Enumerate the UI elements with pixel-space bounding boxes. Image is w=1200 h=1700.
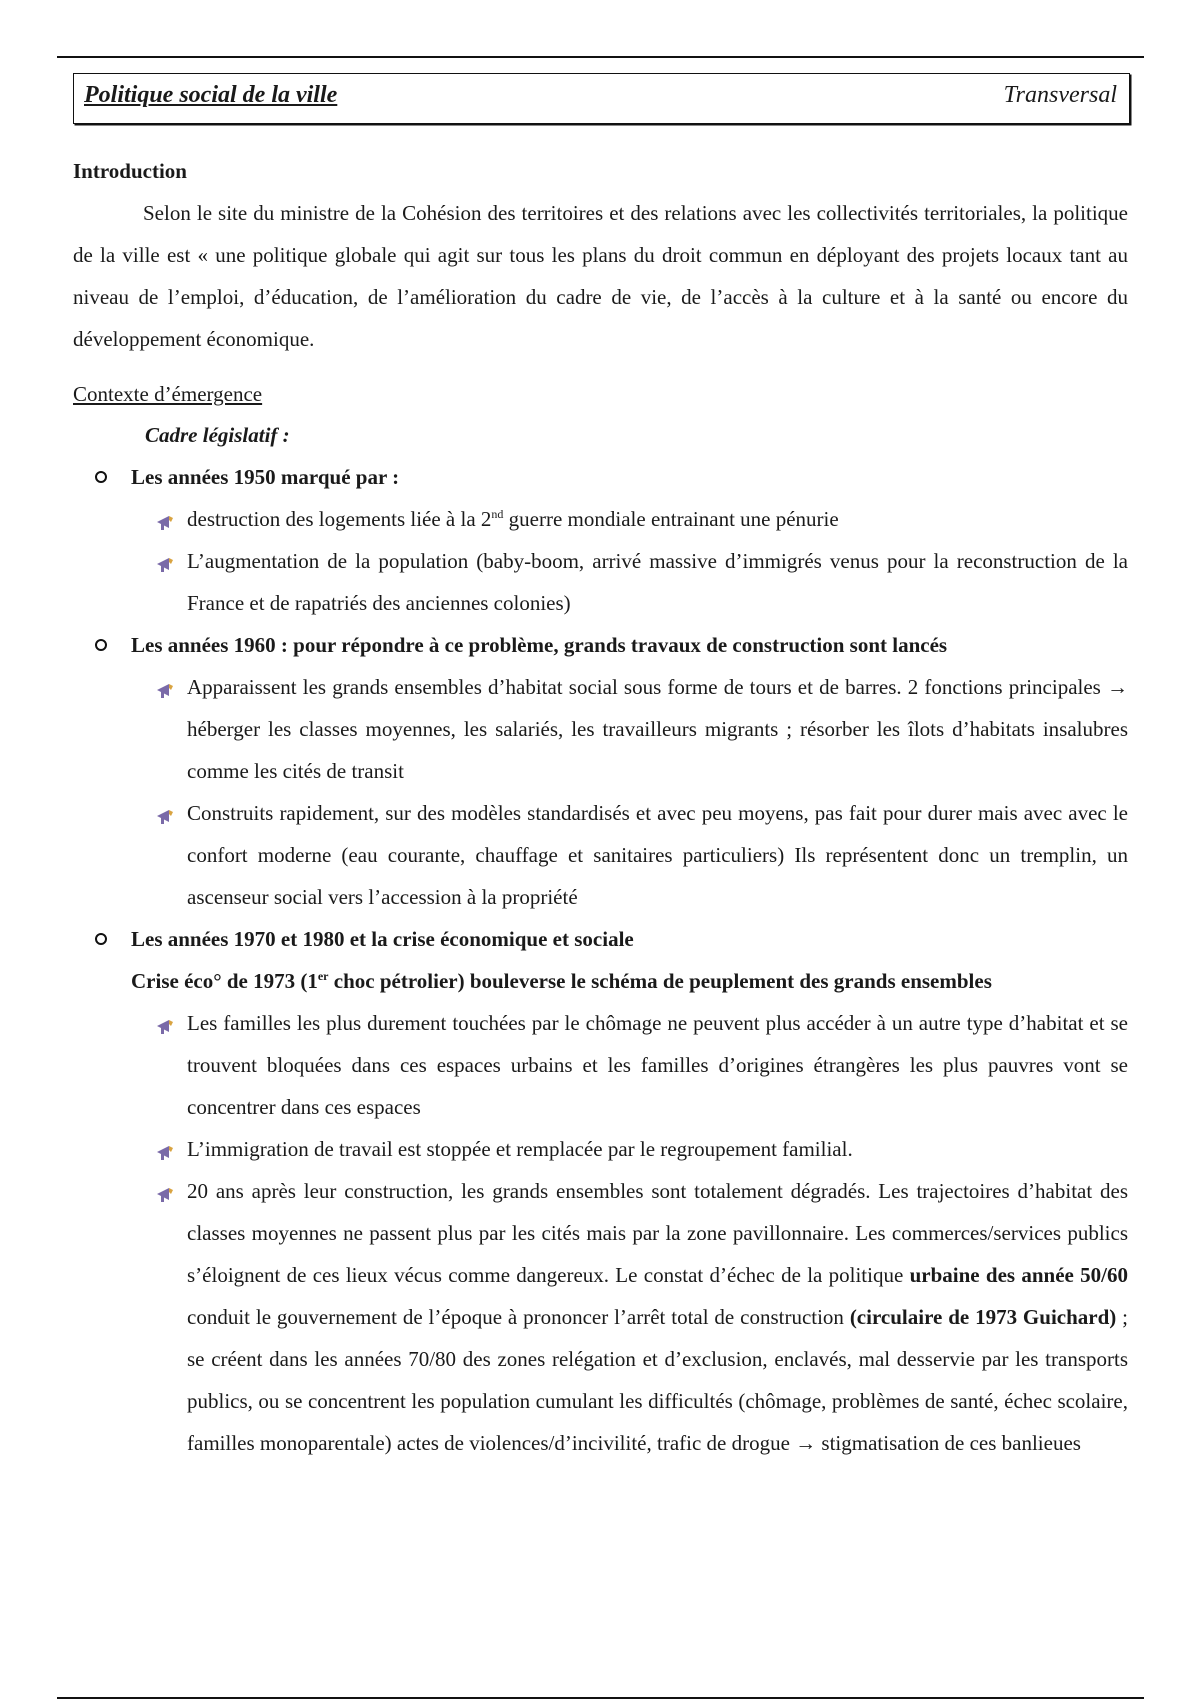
list-item-text: destruction des logements liée à la 2 bbox=[187, 507, 492, 531]
list-item-text: Construits rapidement, sur des modèles standardisés et avec peu moyens, pas fait pour durer mais avec avec le confort moderne (eau courante, chauffage et sanitaires particuliers) Ils représentent donc un tremplin, un ascenseur social vers l’accession à la propriété bbox=[187, 801, 1128, 909]
list-item bbox=[73, 498, 1128, 540]
subheading-text: Crise éco° de 1973 (1 bbox=[131, 969, 318, 993]
category-label: Transversal bbox=[1003, 82, 1117, 108]
context-heading: Contexte d’émergence bbox=[73, 382, 263, 406]
arrow-bullet-icon bbox=[155, 1142, 175, 1162]
list-item bbox=[73, 666, 1128, 792]
emphasis-text: (circulaire de 1973 Guichard) bbox=[849, 1305, 1117, 1329]
circle-bullet-icon bbox=[95, 933, 107, 945]
period-1970 bbox=[73, 918, 1128, 960]
list-item-text: conduit le gouvernement de l’époque à prononcer l’arrêt total de construction bbox=[187, 1305, 850, 1329]
arrow-bullet-icon bbox=[155, 1184, 175, 1204]
document-body bbox=[73, 148, 1128, 1464]
list-item bbox=[73, 1170, 1128, 1464]
arrow-bullet-icon bbox=[155, 554, 175, 574]
list-item-text: 20 ans après leur construction, les grands ensembles sont totalement dégradés. Les trajectoires d’habitat des classes moyennes ne passent plus par les cités mais par la zone pavillonnaire. Les commerces/services publics s’éloignent de ces lieux vécus comme dangereux. Le constat d’échec de la politique bbox=[187, 1179, 1128, 1287]
superscript: er bbox=[317, 969, 329, 983]
list-item bbox=[73, 540, 1128, 624]
top-rule bbox=[57, 56, 1144, 58]
circle-bullet-icon bbox=[95, 471, 107, 483]
legislative-heading: Cadre législatif : bbox=[145, 423, 290, 447]
arrow-bullet-icon bbox=[155, 806, 175, 826]
list-item bbox=[73, 1002, 1128, 1128]
arrow-bullet-icon bbox=[155, 680, 175, 700]
list-item-text: guerre mondiale entrainant une pénurie bbox=[503, 507, 839, 531]
page-title: Politique social de la ville bbox=[84, 82, 338, 108]
right-arrow-icon: → bbox=[1107, 675, 1129, 699]
list-item bbox=[73, 792, 1128, 918]
list-item-text: Les familles les plus durement touchées par le chômage ne peuvent plus accéder à un autre type d’habitat et se trouvent bloquées dans ces espaces urbains et les familles d’origines étrangères les plus pauvres vont se concentrer dans ces espaces bbox=[187, 1011, 1128, 1119]
emphasis-text: urbaine des année 50/60 bbox=[909, 1263, 1128, 1287]
list-item-text: Apparaissent les grands ensembles d’habitat social sous forme de tours et de barres. 2 fonctions principales bbox=[187, 675, 1101, 699]
introduction-paragraph: Selon le site du ministre de la Cohésion des territoires et des relations avec les collectivités territoriales, la politique de la ville est « une politique globale qui agit sur tous les plans du droit commun en déployant des projets locaux tant au niveau de l’emploi, d’éducation, de l’amélioration du cadre de vie, de l’accès à la culture et à la santé ou encore du développement économique. bbox=[73, 201, 1128, 351]
period-1960-title: Les années 1960 : pour répondre à ce problème, grands travaux de construction sont lancés bbox=[131, 633, 948, 657]
period-1950 bbox=[73, 456, 1128, 498]
bottom-rule bbox=[57, 1697, 1144, 1699]
list-item bbox=[73, 1128, 1128, 1170]
crisis-subheading bbox=[73, 960, 1128, 1002]
subheading-text: choc pétrolier) bouleverse le schéma de peuplement des grands ensembles bbox=[328, 969, 992, 993]
list-item-text: ; se créent dans les années 70/80 des zones relégation et d’exclusion, enclavés, mal desservie par les transports publics, ou se concentrent les population cumulant les difficultés (chômage, problèmes de santé, échec scolaire, familles monoparentale) actes de violences/d’incivilité, trafic de drogue → stigmatisation de ces banlieues bbox=[187, 1305, 1128, 1455]
introduction-heading: Introduction bbox=[73, 159, 187, 183]
list-item-text: héberger les classes moyennes, les salariés, les travailleurs migrants ; résorber les îlots d’habitats insalubres comme les cités de transit bbox=[187, 717, 1128, 783]
header-box bbox=[73, 73, 1130, 124]
arrow-bullet-icon bbox=[155, 1016, 175, 1036]
superscript: nd bbox=[491, 507, 504, 521]
arrow-bullet-icon bbox=[155, 512, 175, 532]
list-item-text: L’augmentation de la population (baby-boom, arrivé massive d’immigrés venus pour la reconstruction de la France et de rapatriés des anciennes colonies) bbox=[187, 549, 1128, 615]
period-1960 bbox=[73, 624, 1128, 666]
list-item-text: L’immigration de travail est stoppée et remplacée par le regroupement familial. bbox=[187, 1137, 853, 1161]
period-1950-title: Les années 1950 marqué par : bbox=[131, 465, 400, 489]
period-1970-title: Les années 1970 et 1980 et la crise économique et sociale bbox=[131, 927, 634, 951]
circle-bullet-icon bbox=[95, 639, 107, 651]
